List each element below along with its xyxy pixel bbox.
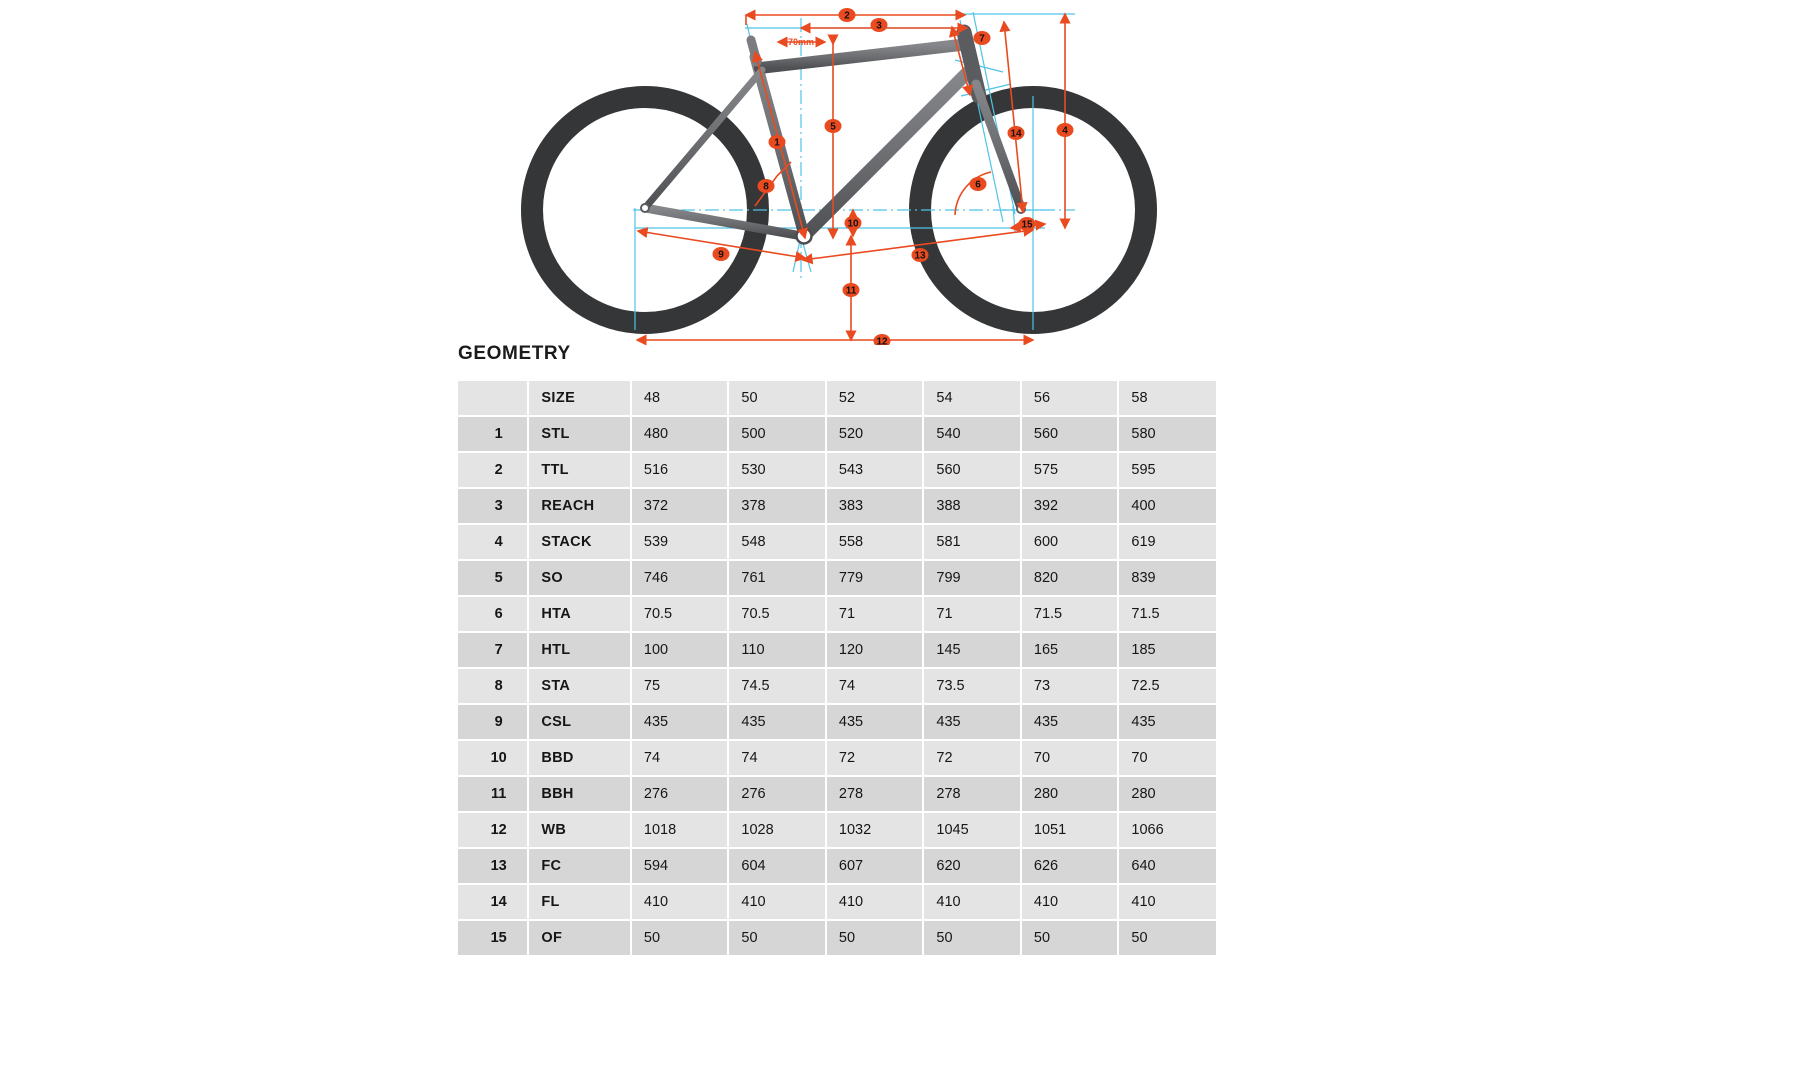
table-header-size: SIZE: [528, 381, 631, 416]
row-FL-size-56: 410: [1021, 884, 1119, 920]
row-TTL-size-48: 516: [631, 452, 729, 488]
row-index-12: 12: [458, 812, 528, 848]
table-row: [458, 524, 1216, 560]
row-CSL-size-48: 435: [631, 704, 729, 740]
callout-label-6: 6: [975, 179, 981, 191]
row-code-HTA: HTA: [528, 596, 631, 632]
row-BBD-size-56: 70: [1021, 740, 1119, 776]
row-index-2: 2: [458, 452, 528, 488]
row-STA-size-56: 73: [1021, 668, 1119, 704]
table-row: [458, 596, 1216, 632]
row-STA-size-54: 73.5: [923, 668, 1021, 704]
row-HTL-size-50: 110: [728, 632, 826, 668]
callout-marker-8: [758, 179, 775, 193]
callout-label-2: 2: [844, 10, 850, 22]
row-code-STACK: STACK: [528, 524, 631, 560]
row-HTL-size-52: 120: [826, 632, 924, 668]
table-header-size-52: 52: [826, 381, 924, 416]
row-STL-size-56: 560: [1021, 416, 1119, 452]
callout-marker-15: [1019, 217, 1036, 231]
row-FL-size-58: 410: [1118, 884, 1216, 920]
row-code-STA: STA: [528, 668, 631, 704]
row-STACK-size-50: 548: [728, 524, 826, 560]
row-TTL-size-54: 560: [923, 452, 1021, 488]
geometry-table-wrapper: [458, 381, 1216, 957]
row-SO-size-52: 779: [826, 560, 924, 596]
row-STL-size-50: 500: [728, 416, 826, 452]
row-STL-size-52: 520: [826, 416, 924, 452]
callout-label-5: 5: [830, 121, 836, 133]
callout-marker-5: [825, 119, 842, 133]
row-FC-size-54: 620: [923, 848, 1021, 884]
row-BBD-size-48: 74: [631, 740, 729, 776]
inline-dimension-label: 70mm: [787, 37, 815, 47]
row-HTA-size-48: 70.5: [631, 596, 729, 632]
row-REACH-size-48: 372: [631, 488, 729, 524]
callout-marker-4: [1057, 123, 1074, 137]
row-BBD-size-52: 72: [826, 740, 924, 776]
row-code-BBH: BBH: [528, 776, 631, 812]
row-WB-size-50: 1028: [728, 812, 826, 848]
row-index-7: 7: [458, 632, 528, 668]
row-REACH-size-58: 400: [1118, 488, 1216, 524]
row-OF-size-52: 50: [826, 920, 924, 956]
row-CSL-size-58: 435: [1118, 704, 1216, 740]
row-HTL-size-58: 185: [1118, 632, 1216, 668]
row-code-STL: STL: [528, 416, 631, 452]
callout-label-15: 15: [1021, 219, 1033, 231]
row-STA-size-52: 74: [826, 668, 924, 704]
row-code-OF: OF: [528, 920, 631, 956]
row-HTL-size-48: 100: [631, 632, 729, 668]
row-FC-size-56: 626: [1021, 848, 1119, 884]
row-TTL-size-50: 530: [728, 452, 826, 488]
row-SO-size-58: 839: [1118, 560, 1216, 596]
table-header-size-50: 50: [728, 381, 826, 416]
row-code-FL: FL: [528, 884, 631, 920]
table-row: [458, 740, 1216, 776]
row-WB-size-52: 1032: [826, 812, 924, 848]
row-OF-size-54: 50: [923, 920, 1021, 956]
row-OF-size-48: 50: [631, 920, 729, 956]
row-OF-size-58: 50: [1118, 920, 1216, 956]
row-STL-size-58: 580: [1118, 416, 1216, 452]
table-row: [458, 668, 1216, 704]
callout-label-12: 12: [876, 336, 888, 345]
table-row: [458, 560, 1216, 596]
row-HTL-size-54: 145: [923, 632, 1021, 668]
row-code-WB: WB: [528, 812, 631, 848]
row-OF-size-50: 50: [728, 920, 826, 956]
row-REACH-size-56: 392: [1021, 488, 1119, 524]
table-header-index: [458, 381, 528, 416]
row-STA-size-58: 72.5: [1118, 668, 1216, 704]
row-HTA-size-50: 70.5: [728, 596, 826, 632]
bicycle-geometry-diagram: [455, 0, 1215, 345]
row-code-BBD: BBD: [528, 740, 631, 776]
callout-label-13: 13: [914, 250, 926, 262]
callout-label-11: 11: [845, 285, 857, 297]
row-BBD-size-54: 72: [923, 740, 1021, 776]
callout-label-3: 3: [876, 20, 882, 32]
row-index-11: 11: [458, 776, 528, 812]
table-row: [458, 884, 1216, 920]
row-CSL-size-50: 435: [728, 704, 826, 740]
row-code-TTL: TTL: [528, 452, 631, 488]
row-index-5: 5: [458, 560, 528, 596]
row-CSL-size-54: 435: [923, 704, 1021, 740]
row-BBH-size-56: 280: [1021, 776, 1119, 812]
row-code-HTL: HTL: [528, 632, 631, 668]
table-row: [458, 488, 1216, 524]
row-HTA-size-54: 71: [923, 596, 1021, 632]
callout-marker-2: [839, 8, 856, 22]
row-index-3: 3: [458, 488, 528, 524]
row-code-REACH: REACH: [528, 488, 631, 524]
row-CSL-size-52: 435: [826, 704, 924, 740]
callout-marker-1: [769, 135, 786, 149]
callout-label-10: 10: [847, 218, 859, 230]
row-REACH-size-52: 383: [826, 488, 924, 524]
table-row: [458, 920, 1216, 956]
row-TTL-size-56: 575: [1021, 452, 1119, 488]
row-BBH-size-58: 280: [1118, 776, 1216, 812]
callout-marker-3: [871, 18, 888, 32]
row-STACK-size-54: 581: [923, 524, 1021, 560]
table-row: [458, 848, 1216, 884]
table-header-size-58: 58: [1118, 381, 1216, 416]
row-STACK-size-48: 539: [631, 524, 729, 560]
row-index-8: 8: [458, 668, 528, 704]
row-FC-size-58: 640: [1118, 848, 1216, 884]
row-TTL-size-58: 595: [1118, 452, 1216, 488]
callout-label-14: 14: [1010, 128, 1022, 140]
callout-label-7: 7: [979, 33, 985, 45]
row-WB-size-54: 1045: [923, 812, 1021, 848]
row-HTA-size-52: 71: [826, 596, 924, 632]
row-index-15: 15: [458, 920, 528, 956]
table-header-size-56: 56: [1021, 381, 1119, 416]
row-SO-size-54: 799: [923, 560, 1021, 596]
callout-label-9: 9: [718, 249, 724, 261]
row-REACH-size-50: 378: [728, 488, 826, 524]
row-index-4: 4: [458, 524, 528, 560]
row-WB-size-56: 1051: [1021, 812, 1119, 848]
row-SO-size-50: 761: [728, 560, 826, 596]
callout-label-8: 8: [763, 181, 769, 193]
callout-marker-10: [845, 216, 862, 230]
row-STACK-size-52: 558: [826, 524, 924, 560]
row-code-CSL: CSL: [528, 704, 631, 740]
row-BBH-size-50: 276: [728, 776, 826, 812]
row-OF-size-56: 50: [1021, 920, 1119, 956]
callout-marker-11: [843, 283, 860, 297]
row-index-14: 14: [458, 884, 528, 920]
table-row: [458, 812, 1216, 848]
row-index-13: 13: [458, 848, 528, 884]
callout-label-1: 1: [774, 137, 780, 149]
row-FL-size-54: 410: [923, 884, 1021, 920]
row-FL-size-52: 410: [826, 884, 924, 920]
table-row: [458, 776, 1216, 812]
row-FC-size-48: 594: [631, 848, 729, 884]
table-header-size-54: 54: [923, 381, 1021, 416]
row-BBD-size-50: 74: [728, 740, 826, 776]
row-FL-size-48: 410: [631, 884, 729, 920]
callout-marker-12: [874, 334, 891, 345]
row-index-1: 1: [458, 416, 528, 452]
table-row: [458, 416, 1216, 452]
row-index-6: 6: [458, 596, 528, 632]
row-WB-size-48: 1018: [631, 812, 729, 848]
row-WB-size-58: 1066: [1118, 812, 1216, 848]
row-HTA-size-58: 71.5: [1118, 596, 1216, 632]
row-SO-size-56: 820: [1021, 560, 1119, 596]
table-header-row: [458, 381, 1216, 416]
row-FC-size-52: 607: [826, 848, 924, 884]
row-STL-size-48: 480: [631, 416, 729, 452]
table-row: [458, 632, 1216, 668]
callout-label-4: 4: [1062, 125, 1068, 137]
row-STL-size-54: 540: [923, 416, 1021, 452]
row-REACH-size-54: 388: [923, 488, 1021, 524]
row-SO-size-48: 746: [631, 560, 729, 596]
page-title: GEOMETRY: [458, 343, 571, 364]
table-row: [458, 704, 1216, 740]
row-code-FC: FC: [528, 848, 631, 884]
callout-marker-13: [912, 248, 929, 262]
row-STACK-size-58: 619: [1118, 524, 1216, 560]
row-FC-size-50: 604: [728, 848, 826, 884]
row-BBH-size-48: 276: [631, 776, 729, 812]
row-TTL-size-52: 543: [826, 452, 924, 488]
row-code-SO: SO: [528, 560, 631, 596]
row-HTL-size-56: 165: [1021, 632, 1119, 668]
row-FL-size-50: 410: [728, 884, 826, 920]
table-header-size-48: 48: [631, 381, 729, 416]
row-STACK-size-56: 600: [1021, 524, 1119, 560]
row-index-10: 10: [458, 740, 528, 776]
row-index-9: 9: [458, 704, 528, 740]
callout-marker-6: [970, 177, 987, 191]
callout-marker-7: [974, 31, 991, 45]
row-HTA-size-56: 71.5: [1021, 596, 1119, 632]
row-STA-size-48: 75: [631, 668, 729, 704]
row-STA-size-50: 74.5: [728, 668, 826, 704]
row-CSL-size-56: 435: [1021, 704, 1119, 740]
callout-marker-14: [1008, 126, 1025, 140]
row-BBH-size-52: 278: [826, 776, 924, 812]
table-row: [458, 452, 1216, 488]
row-BBD-size-58: 70: [1118, 740, 1216, 776]
callout-marker-9: [713, 247, 730, 261]
row-BBH-size-54: 278: [923, 776, 1021, 812]
geometry-table: [458, 381, 1216, 957]
